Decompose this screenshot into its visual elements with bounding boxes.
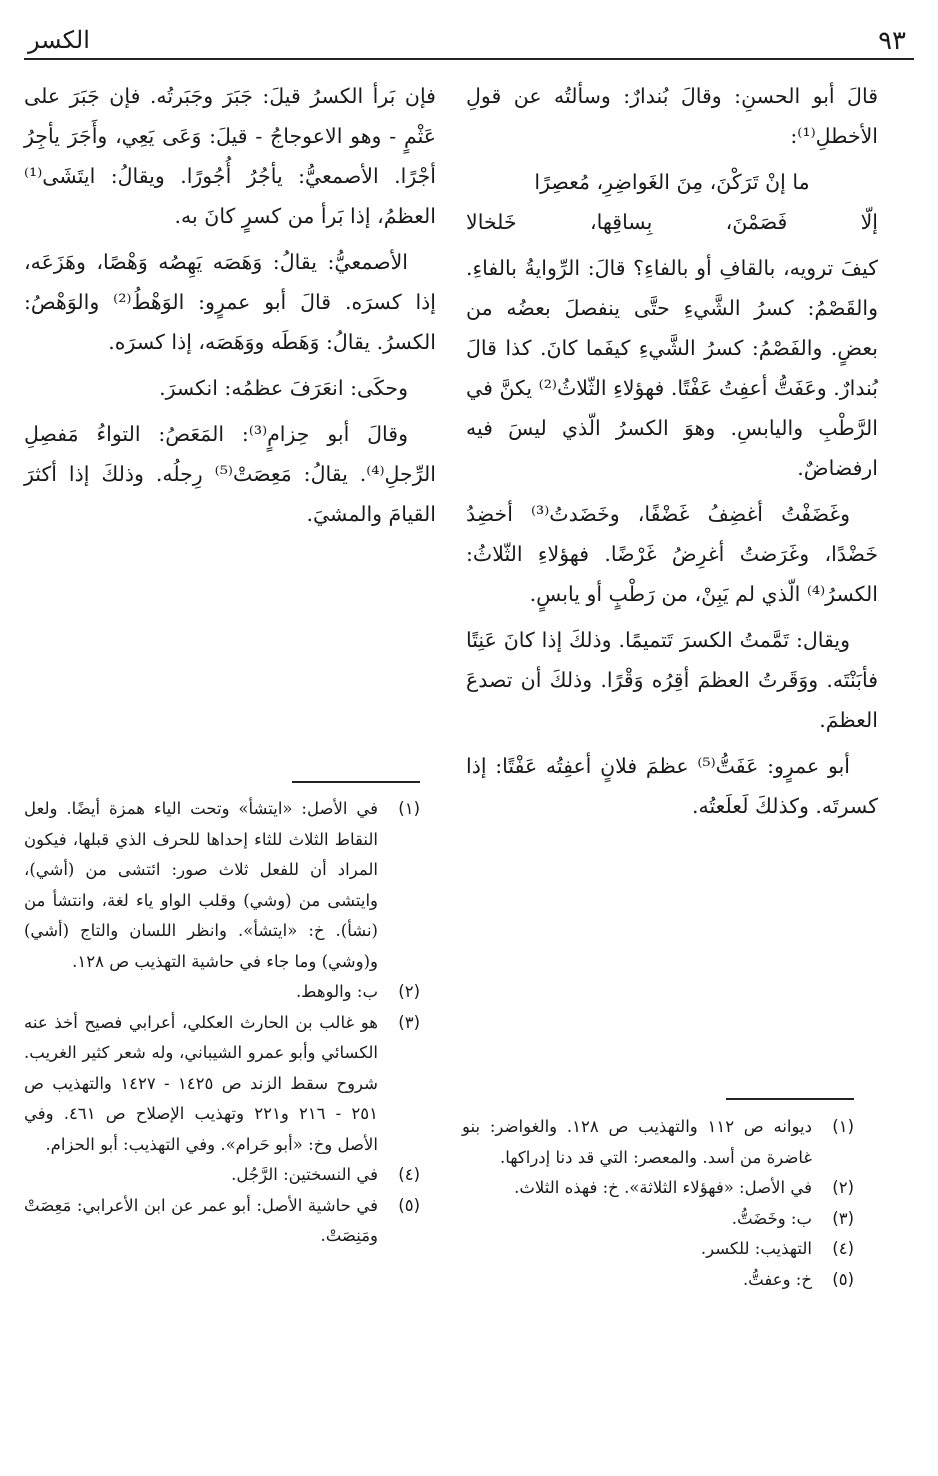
verse-line: إلّا فَصَمْنَ، بِساقِها، خَلخالا: [466, 210, 878, 234]
running-head: [24, 26, 914, 60]
left-footnotes: [24, 794, 420, 1252]
footnote-number: (٢): [832, 1178, 854, 1197]
footnote-text: في الأصل: «ايتشأ» وتحت الياء همزة أيضًا. ولعل النقاط الثلاث للثاء إحداها للحرف الذي قبلها، فيكون المراد أن للفعل ثلاث صور: ائتشى من (أشي)، وايتشى من (وشي) وقلب الواو ياء لغة، وانتشأ من (نشأ). خ: «ايتشأ». وانظر اللسان والتاج (أشي) و(وشي) وما جاء في حاشية التهذيب ص ١٢٨.: [24, 799, 378, 971]
paragraph: وحكَى: انعَرَفَ عظمُه: انكسرَ.: [159, 376, 408, 400]
footnote: [462, 1173, 854, 1204]
footnote-text: ب: وخَضَتُّ.: [731, 1208, 812, 1228]
footnote-text: ديوانه ص ١١٢ والتهذيب ص ١٢٨. والغواضر: بنو غاضرة من أسد. والمعصر: التي قد دنا إدراكها.: [462, 1117, 812, 1167]
footnote-text: التهذيب: للكسر.: [700, 1239, 812, 1258]
paragraph: قالَ أبو الحسنِ: وقالَ بُندارٌ: وسألتُه عن قولِ الأخطلِ⁽¹⁾:: [466, 84, 878, 148]
paragraph: ويقال: تَمَّمتُ الكسرَ تَتميمًا. وذلكَ إذا كانَ عَنِتًا فأبَنْتَه. ووَقَرتُ العظمَ أقِرُه وَقْرًا. وذلكَ أن تصدعَ العظمَ.: [466, 628, 878, 732]
footnote-number: (١): [832, 1117, 854, 1136]
footnote: [462, 1204, 854, 1235]
footnote-rule: [292, 781, 420, 783]
footnote-text: في الأصل: «فهؤلاء الثلاثة». خ: فهذه الثلاث.: [514, 1178, 812, 1197]
paragraph: وغَضَفْتُ أغضِفُ غَضْفًا، وخَضَدتُ⁽³⁾ أخضِدُ خَضْدًا، وغَرَضتُ أغرِضُ غَرْضًا. فهؤلاءِ الثّلاثُ: الكسرُ⁽⁴⁾ الّذي لم يَبِنْ، من رَطْبٍ أو يابسٍ.: [466, 502, 878, 606]
page-number: ٩٣: [878, 26, 906, 56]
footnote: [24, 794, 420, 977]
footnote-rule: [726, 1098, 854, 1100]
footnote: [24, 1160, 420, 1191]
paragraph: كيفَ ترويه، بالقافِ أو بالفاءِ؟ قالَ: الرِّوايةُ بالفاءِ. والقَصْمُ: كسرُ الشَّيءِ حتَّى ينفصلَ بعضُه من بعضٍ. والفَصْمُ: كسرُ الشَّيءِ كيفَما كانَ. كذا قالَ بُندارٌ. وعَفَتُّ أعفِتُ عَفْتًا. فهؤلاءِ الثّلاثُ⁽²⁾ يكنَّ في الرَّطْبِ واليابسِ. وهوَ الكسرُ الّذي ليسَ فيه ارفضاضٌ.: [466, 256, 878, 480]
footnote-text: في حاشية الأصل: أبو عمر عن ابن الأعرابي: مَعِصَتْ ومَنِصَتْ.: [24, 1195, 378, 1245]
footnote-number: (٣): [832, 1208, 854, 1228]
footnote: [462, 1234, 854, 1265]
footnote-text: هو غالب بن الحارث العكلي، أعرابي فصيح أخذ عنه الكسائي وأبو عمرو الشيباني، وله شعر كثير الغريب. شروح سقط الزند ص ١٤٢٥ - ١٤٢٧ والتهذيب ص ٢٥١ - ٢١٦ و٢٢١ وتهذيب الإصلاح ص ٤٦١. وفي الأصل وخ: «أبو حَرام». وفي التهذيب: أبو الحزام.: [24, 1012, 378, 1154]
running-title: الكسر: [28, 26, 90, 54]
footnote-number: (٥): [398, 1195, 420, 1215]
paragraph: أبو عمرٍو: عَفَتُّ⁽⁵⁾ عظمَ فلانٍ أعفِتُه عَفْتًا: إذا كسرتَه. وكذلكَ لَعلَعتُه.: [466, 754, 878, 818]
footnote-number: (٢): [398, 982, 420, 1001]
paragraph: الأصمعيُّ: يقالُ: وَهَصَه يَهِصُه وَهْصًا، وهَزَعَه، إذا كسرَه. قالَ أبو عمرٍو: الوَهْطُ⁽²⁾ والوَهْصُ: الكسرُ. يقالُ: وَهَطَه ووَهَصَه، إذا كسرَه.: [24, 250, 436, 354]
header-rule: [24, 58, 914, 60]
footnote-number: (١): [398, 799, 420, 818]
verse-line: ما إنْ تَرَكْنَ، مِنَ الغَواضِرِ، مُعصِرًا: [534, 170, 810, 194]
footnote-text: في النسختين: الرَّجُل.: [231, 1165, 378, 1184]
footnote: [24, 977, 420, 1008]
right-column: [466, 76, 878, 832]
footnote-text: خ: وعفتُّ.: [742, 1269, 812, 1289]
footnote-number: (٣): [398, 1012, 420, 1032]
footnote: [24, 1008, 420, 1161]
footnote: [462, 1265, 854, 1296]
footnote-number: (٤): [398, 1165, 420, 1184]
footnote-number: (٥): [832, 1269, 854, 1289]
footnote: [24, 1191, 420, 1252]
footnote-number: (٤): [832, 1239, 854, 1258]
footnote-text: ب: والوهط.: [295, 982, 378, 1001]
paragraph: وقالَ أبو حِزامٍ⁽³⁾: المَعَصُ: التواءُ مَفصِلِ الرِّجلِ⁽⁴⁾. يقالُ: مَعِصَتْ⁽⁵⁾ رِجلُه. وذلكَ إذا أكثرَ القيامَ والمشيَ.: [24, 422, 436, 526]
paragraph: فإن بَرأ الكسرُ قيلَ: جَبَرَ وجَبَرتُه. فإن جَبَرَ على عَثْمٍ - وهو الاعوجاجُ - قيلَ: وَعَى يَعِي، وأَجَرَ يأجِرُ أجْرًا. الأصمعيُّ: يأجُرُ أُجُورًا. ويقالُ: ايتَشَى⁽¹⁾ العظمُ، إذا بَرأ من كسرٍ كانَ به.: [24, 84, 436, 228]
right-footnotes: [462, 1112, 854, 1295]
left-column: [24, 76, 436, 540]
footnote: [462, 1112, 854, 1173]
